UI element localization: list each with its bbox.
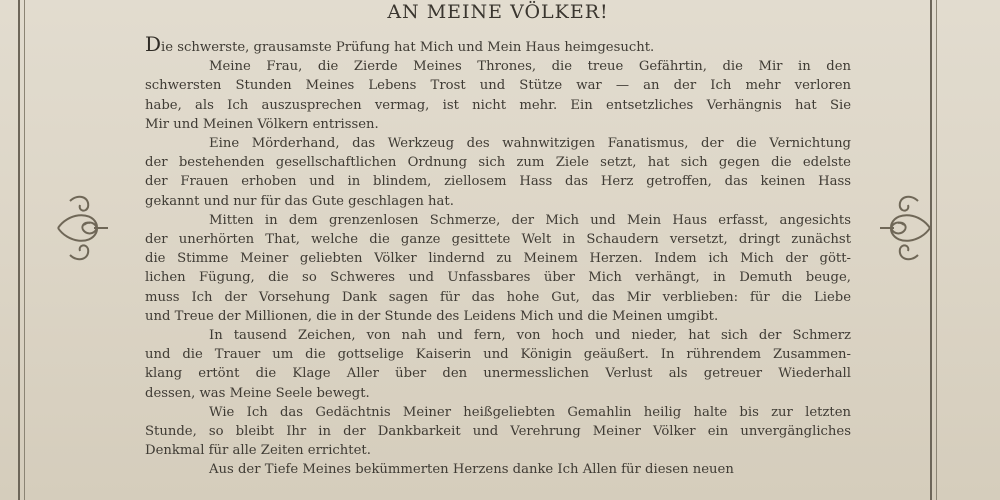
- text-line: dessen, was Meine Seele bewegt.: [145, 385, 370, 401]
- text-line: der bestehenden gesellschaftlichen Ordnung sich zum Ziele setzt, hat sich gegen die edelste: [145, 155, 851, 171]
- paragraph: [145, 326, 851, 403]
- left-scroll-ornament-icon: [50, 183, 110, 273]
- border-line: [24, 0, 25, 500]
- paragraph: [145, 403, 851, 461]
- text-line: die Stimme Meiner geliebten Völker lindernd zu Meinem Herzen. Indem ich Mich der gött-: [145, 251, 851, 267]
- text-line: Eine Mörderhand, das Werkzeug des wahnwitzigen Fanatismus, der die Vernichtung: [209, 136, 851, 152]
- text-line: Aus der Tiefe Meines bekümmerten Herzens danke Ich Allen für diesen neuen: [209, 462, 734, 478]
- proclamation-body: [145, 0, 851, 500]
- text-line: Meine Frau, die Zierde Meines Thrones, die treue Gefährtin, die Mir in den: [209, 59, 851, 75]
- text-line: lichen Fügung, die so Schweres und Unfassbares über Mich verhängt, in Demuth beuge,: [145, 270, 851, 286]
- text-line: der unerhörten That, welche die ganze gesittete Welt in Schaudern versetzt, dringt zunächst: [145, 232, 851, 248]
- text-line: habe, als Ich auszusprechen vermag, ist nicht mehr. Ein entsetzliches Verhängnis hat Sie: [145, 97, 851, 113]
- text-line: [145, 32, 851, 57]
- text-line: muss Ich der Vorsehung Dank sagen für das hohe Gut, das Mir verblieben: für die Liebe: [145, 289, 851, 305]
- paragraph: [145, 57, 851, 134]
- border-line: [18, 0, 20, 500]
- text-line: Mitten in dem grenzenlosen Schmerze, der Mich und Mein Haus erfasst, angesichts: [209, 212, 851, 228]
- paragraph: [145, 211, 851, 326]
- paragraph: [145, 460, 851, 479]
- text-line: Stunde, so bleibt Ihr in der Dankbarkeit und Verehrung Meiner Völker ein unvergängliches: [145, 424, 851, 440]
- right-scroll-ornament-icon: [878, 183, 938, 273]
- paragraph: [145, 32, 851, 57]
- text-line: der Frauen erhoben und in blindem, ziellosem Hass das Herz getroffen, das keinen Hass: [145, 174, 851, 190]
- text-line: In tausend Zeichen, von nah und fern, von hoch und nieder, hat sich der Schmerz: [209, 328, 851, 344]
- text-line: Denkmal für alle Zeiten errichtet.: [145, 443, 371, 459]
- text-line: und Treue der Millionen, die in der Stunde des Leidens Mich und die Meinen umgibt.: [145, 308, 719, 324]
- text-line-content: ie schwerste, grausamste Prüfung hat Mich und Mein Haus heimgesucht.: [161, 40, 655, 55]
- text-line: gekannt und nur für das Gute geschlagen hat.: [145, 193, 454, 209]
- text-line: Mir und Meinen Völkern entrissen.: [145, 116, 379, 132]
- page-title: AN MEINE VÖLKER!: [387, 1, 609, 23]
- text-line: und die Trauer um die gottselige Kaiserin und Königin geäußert. In rührendem Zusammen-: [145, 347, 851, 363]
- proclamation-text: [145, 32, 851, 480]
- drop-cap: D: [145, 32, 162, 56]
- text-line: Wie Ich das Gedächtnis Meiner heißgeliebten Gemahlin heilig halte bis zur letzten: [209, 404, 851, 420]
- paragraph: [145, 134, 851, 211]
- text-line: klang ertönt die Klage Aller über den unermesslichen Verlust als getreuer Wiederhall: [145, 366, 851, 382]
- text-line: schwersten Stunden Meines Lebens Trost und Stütze war — an der Ich mehr verloren: [145, 78, 851, 94]
